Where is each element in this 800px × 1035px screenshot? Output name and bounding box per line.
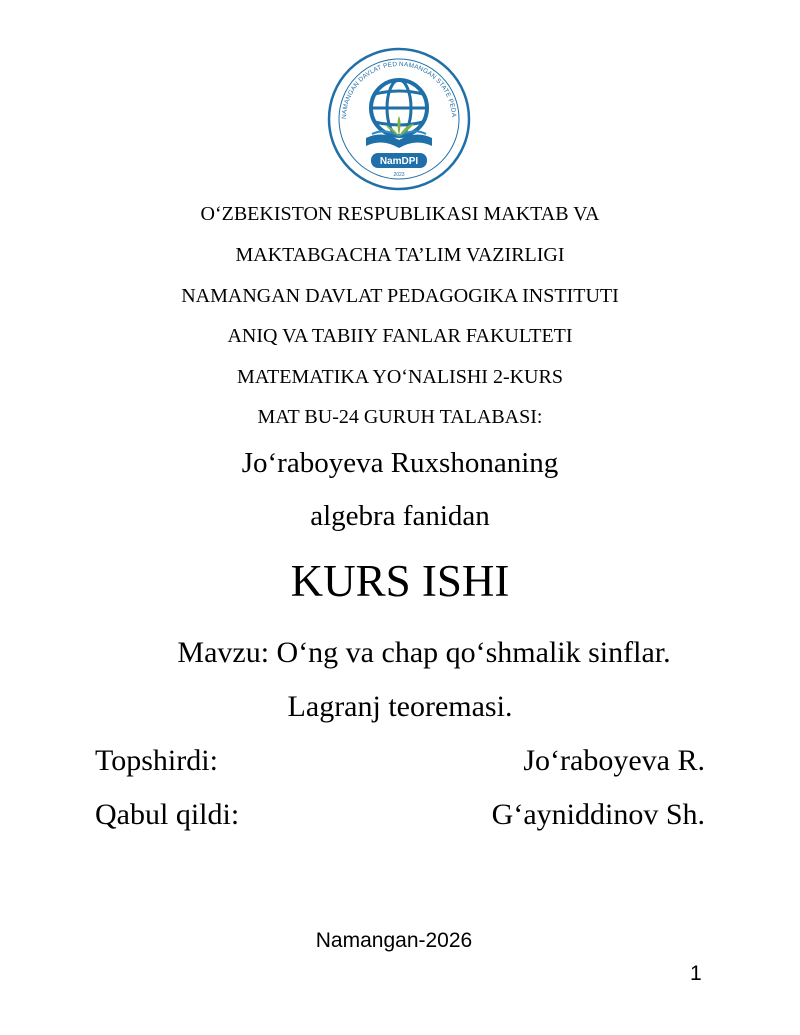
topic-line-2: Lagranj teoremasi. xyxy=(287,690,513,723)
institute-logo xyxy=(326,46,472,192)
namdpi-emblem xyxy=(326,46,472,192)
header-line-1: O‘ZBEKISTON RESPUBLIKASI MAKTAB VA xyxy=(200,203,600,225)
logo-badge-text: NamDPI xyxy=(379,156,419,167)
page-number: 1 xyxy=(690,962,702,985)
header-line-5: MATEMATIKA YO‘NALISHI 2-KURS xyxy=(237,366,563,388)
logo-ring-text-left: NAMANGAN DAVLAT PED xyxy=(340,60,398,120)
submitted-label: Topshirdi: xyxy=(95,744,218,777)
accepted-value: G‘ayniddinov Sh. xyxy=(491,798,705,831)
logo-year: 2023 xyxy=(393,172,405,178)
header-line-2: MAKTABGACHA TA’LIM VAZIRLIGI xyxy=(235,244,565,266)
submitted-row xyxy=(95,744,705,778)
header-line-6: MAT BU-24 GURUH TALABASI: xyxy=(257,406,543,428)
header-line-3: NAMANGAN DAVLAT PEDAGOGIKA INSTITUTI xyxy=(181,285,619,307)
city-year: Namangan-2026 xyxy=(315,929,473,952)
logo-ring-text-right: NAMANGAN STATE PEDA xyxy=(398,60,458,118)
accepted-label: Qabul qildi: xyxy=(95,798,240,831)
student-name: Jo‘raboyeva Ruxshonaning xyxy=(241,447,559,479)
accepted-row xyxy=(95,798,705,832)
header-line-4: ANIQ VA TABIIY FANLAR FAKULTETI xyxy=(227,325,573,347)
subject-line: algebra fanidan xyxy=(310,500,490,532)
document-title: KURS ISHI xyxy=(290,556,510,606)
submitted-value: Jo‘raboyeva R. xyxy=(523,744,705,777)
topic-line-1: Mavzu: O‘ng va chap qo‘shmalik sinflar. xyxy=(177,636,671,669)
